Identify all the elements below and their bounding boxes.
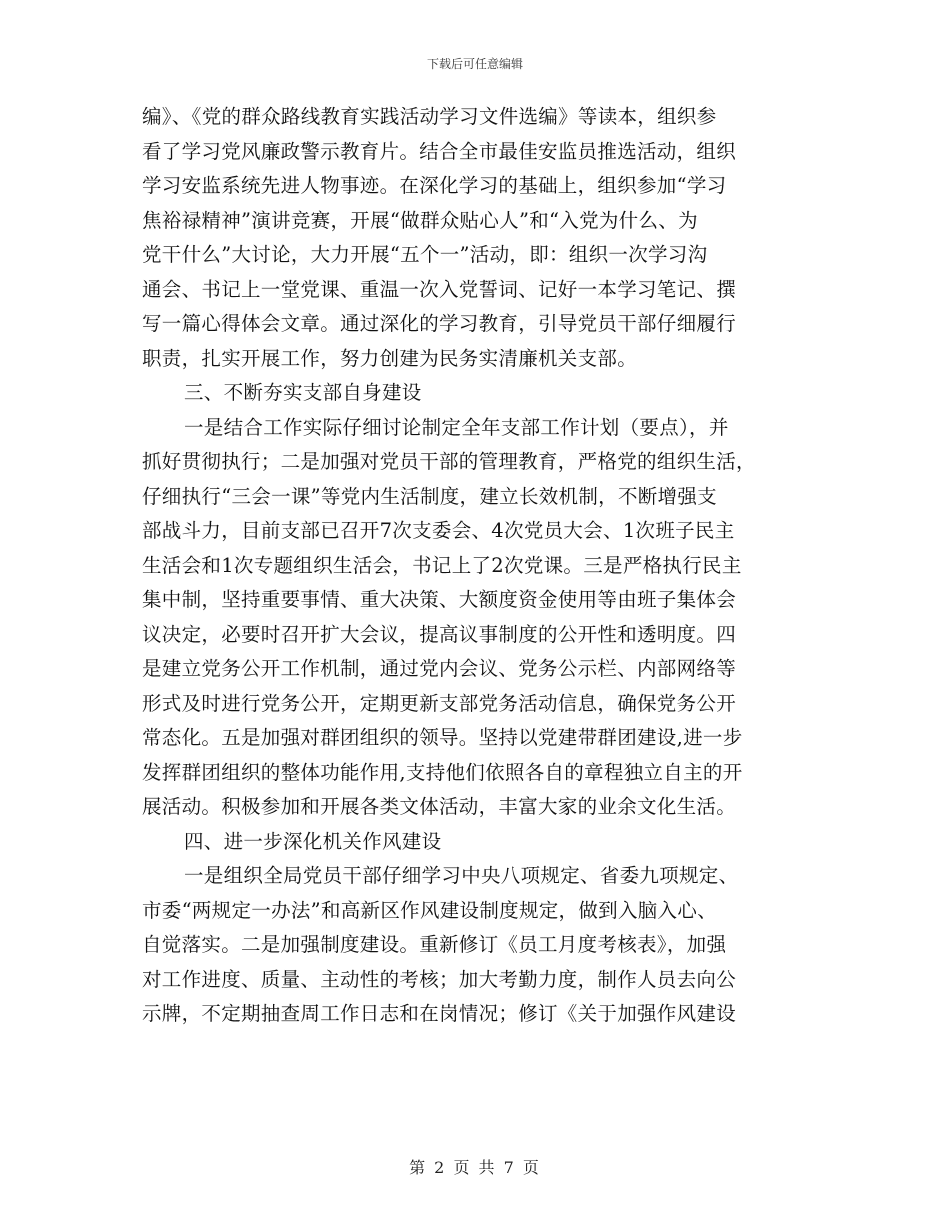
text-line: 常态化。五是加强对群团组织的领导。坚持以党建带群团建设,进一步 xyxy=(142,726,743,749)
text-line: 写一篇心得体会文章。通过深化的学习教育，引导党员干部仔细履行 xyxy=(142,312,737,335)
text-line: 一是结合工作实际仔细讨论制定全年支部工作计划（要点），并 xyxy=(184,415,729,439)
document-body xyxy=(142,100,810,1032)
text-line: 形式及时进行党务公开，定期更新支部党务活动信息，确保党务公开 xyxy=(142,691,737,715)
text-line: 是建立党务公开工作机制，通过党内会议、党务公示栏、内部网络等 xyxy=(142,657,737,680)
text-line: 对工作进度、质量、主动性的考核；加大考勤力度，制作人员去向公 xyxy=(142,967,737,991)
text-line: 展活动。积极参加和开展各类文体活动，丰富大家的业余文化生活。 xyxy=(142,795,737,818)
text-line: 市委“两规定一办法”和高新区作风建设制度规定，做到入脑入心、 xyxy=(142,898,717,922)
text-line: 编》、《党的群众路线教育实践活动学习文件选编》等读本，组织参 xyxy=(142,105,717,128)
text-line: 示牌，不定期抽查周工作日志和在岗情况；修订《关于加强作风建设 xyxy=(142,1002,737,1025)
section-heading: 三、不断夯实支部自身建设 xyxy=(184,381,422,404)
text-line: 议决定，必要时召开扩大会议，提高议事制度的公开性和透明度。四 xyxy=(142,622,737,646)
text-line: 通会、书记上一堂党课、重温一次入党誓词、记好一本学习笔记、撰 xyxy=(142,277,737,301)
text-line: 仔细执行“三会一课”等党内生活制度，建立长效机制，不断增强支 xyxy=(142,484,717,508)
section-heading: 四、进一步深化机关作风建设 xyxy=(184,829,442,853)
text-line: 自觉落实。二是加强制度建设。重新修订《员工月度考核表》，加强 xyxy=(142,933,727,956)
page-number: 第 2 页 共 7 页 xyxy=(409,1158,541,1177)
text-line: 职责，扎实开展工作，努力创建为民务实清廉机关支部。 xyxy=(142,346,638,370)
page-header: 下载后可任意编辑 xyxy=(426,57,523,71)
text-line: 发挥群团组织的整体功能作用,支持他们依照各自的章程独立自主的开 xyxy=(142,760,743,784)
text-line: 学习安监系统先进人物事迹。在深化学习的基础上，组织参加“学习 xyxy=(142,174,727,197)
text-line: 生活会和1次专题组织生活会，书记上了2次党课。三是严格执行民主 xyxy=(142,553,742,577)
text-line: 党干什么”大讨论，大力开展“五个一”活动，即：组织一次学习沟 xyxy=(142,243,708,266)
text-line: 一是组织全局党员干部仔细学习中央八项规定、省委九项规定、 xyxy=(184,864,739,887)
text-line: 抓好贯彻执行；二是加强对党员干部的管理教育，严格党的组织生活， xyxy=(142,450,756,473)
text-line: 看了学习党风廉政警示教育片。结合全市最佳安监员推选活动，组织 xyxy=(142,139,737,163)
text-line: 集中制，坚持重要事情、重大决策、大额度资金使用等由班子集体会 xyxy=(142,588,737,611)
text-line: 部战斗力，目前支部已召开7次支委会、4次党员大会、1次班子民主 xyxy=(142,519,735,542)
text-line: 焦裕禄精神”演讲竞赛，开展“做群众贴心人”和“入党为什么、为 xyxy=(142,208,698,232)
